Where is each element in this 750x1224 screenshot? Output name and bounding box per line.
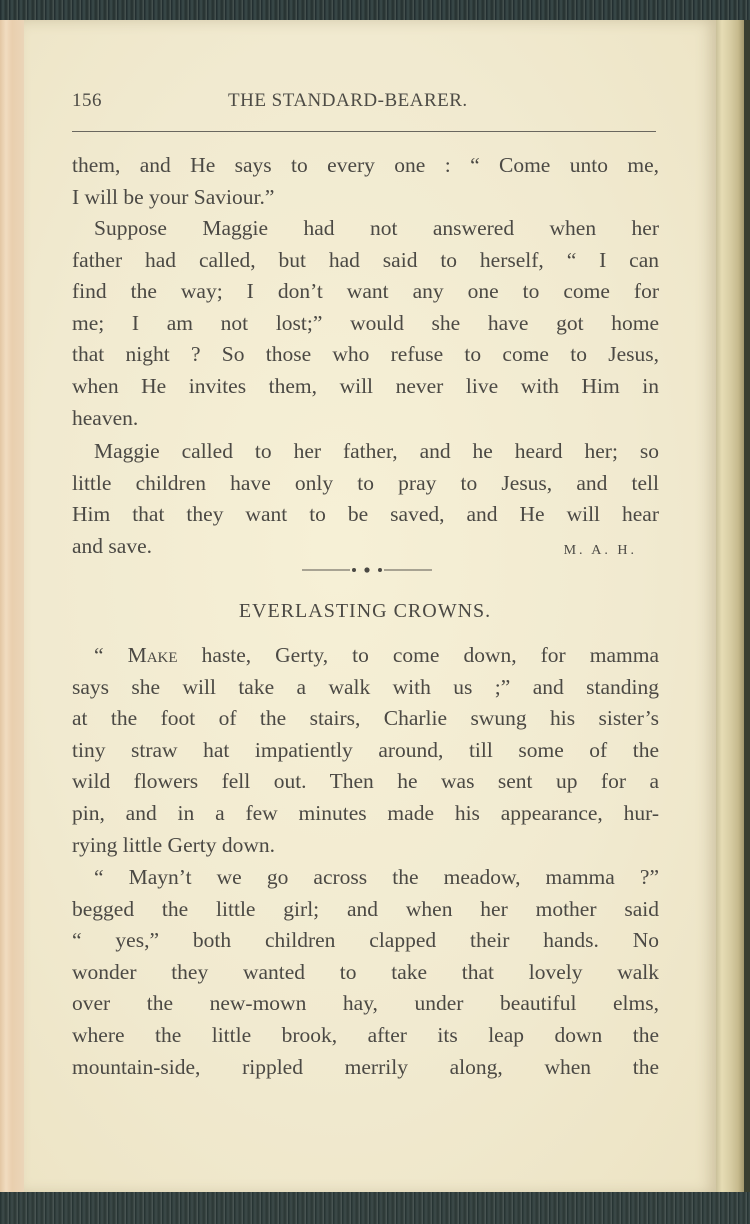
text-line: tiny straw hat impatiently around, till some of the [72, 737, 659, 762]
open-quote: “ [94, 643, 128, 667]
paragraph-continuation [72, 150, 659, 213]
text-line: begged the little girl; and when her mother said [72, 896, 659, 921]
text-line: little children have only to pray to Jesus, and tell [72, 470, 659, 495]
book-spine-edge [744, 20, 750, 1196]
section-title: EVERLASTING CROWNS. [238, 600, 492, 622]
text-line: rying little Gerty down. [72, 832, 276, 857]
text-line: “ yes,” both children clapped their hands. No [72, 928, 659, 953]
text-line-opening [72, 640, 659, 672]
page-fore-edge [0, 20, 25, 1196]
text-line: Suppose Maggie had not answered when her [94, 216, 659, 240]
text-line: mountain-side, rippled merrily along, when the [72, 1054, 659, 1079]
running-header [72, 90, 658, 114]
paragraph-maggie-suppose [72, 213, 659, 434]
book-cover-bottom-edge [0, 1192, 750, 1224]
text-line: wonder they wanted to take that lovely walk [72, 959, 659, 984]
text-line: find the way; I don’t want any one to come for [72, 279, 659, 304]
text-line: over the new-mown hay, under beautiful elms, [72, 991, 659, 1016]
paragraph-make-haste [72, 640, 659, 861]
author-signature: M. A. H. [563, 542, 637, 558]
running-title: THE STANDARD-BEARER. [228, 90, 468, 111]
text-line: father had called, but had said to herself, “ I can [72, 247, 659, 272]
text-line: when He invites them, will never live with Him in [72, 373, 659, 398]
paragraph-maggie-called [72, 436, 659, 562]
text-line: Him that they want to be saved, and He will hear [72, 502, 659, 527]
text-line: and save. [72, 533, 152, 558]
text-line: at the foot of the stairs, Charlie swung his sister’s [72, 706, 659, 731]
text-line: heaven. [72, 405, 139, 430]
text-line: I will be your Saviour.” [72, 184, 275, 209]
text-line: “ Mayn’t we go across the meadow, mamma ?” [94, 865, 659, 889]
text-line: me; I am not lost;” would she have got home [72, 310, 659, 335]
book-cover-top-edge [0, 0, 750, 22]
text-line: Maggie called to her father, and he heard her; so [94, 439, 659, 463]
text-line: that night ? So those who refuse to come to Jesus, [72, 342, 659, 367]
text-line: wild flowers fell out. Then he was sent up for a [72, 769, 659, 794]
paragraph-meadow [72, 862, 659, 1083]
text-line: says she will take a walk with us ;” and standing [72, 674, 659, 699]
opening-word: Make [127, 643, 178, 667]
opening-rest: haste, Gerty, to come down, for mamma [201, 643, 659, 667]
text-line: them, and He says to every one : “ Come unto me, [72, 153, 659, 177]
header-rule [72, 131, 656, 132]
closing-line [72, 531, 659, 563]
page-number: 156 [72, 90, 102, 111]
text-line: pin, and in a few minutes made his appearance, hur- [72, 800, 659, 825]
text-line: where the little brook, after its leap down the [72, 1022, 659, 1047]
section-divider-ornament [302, 566, 432, 574]
